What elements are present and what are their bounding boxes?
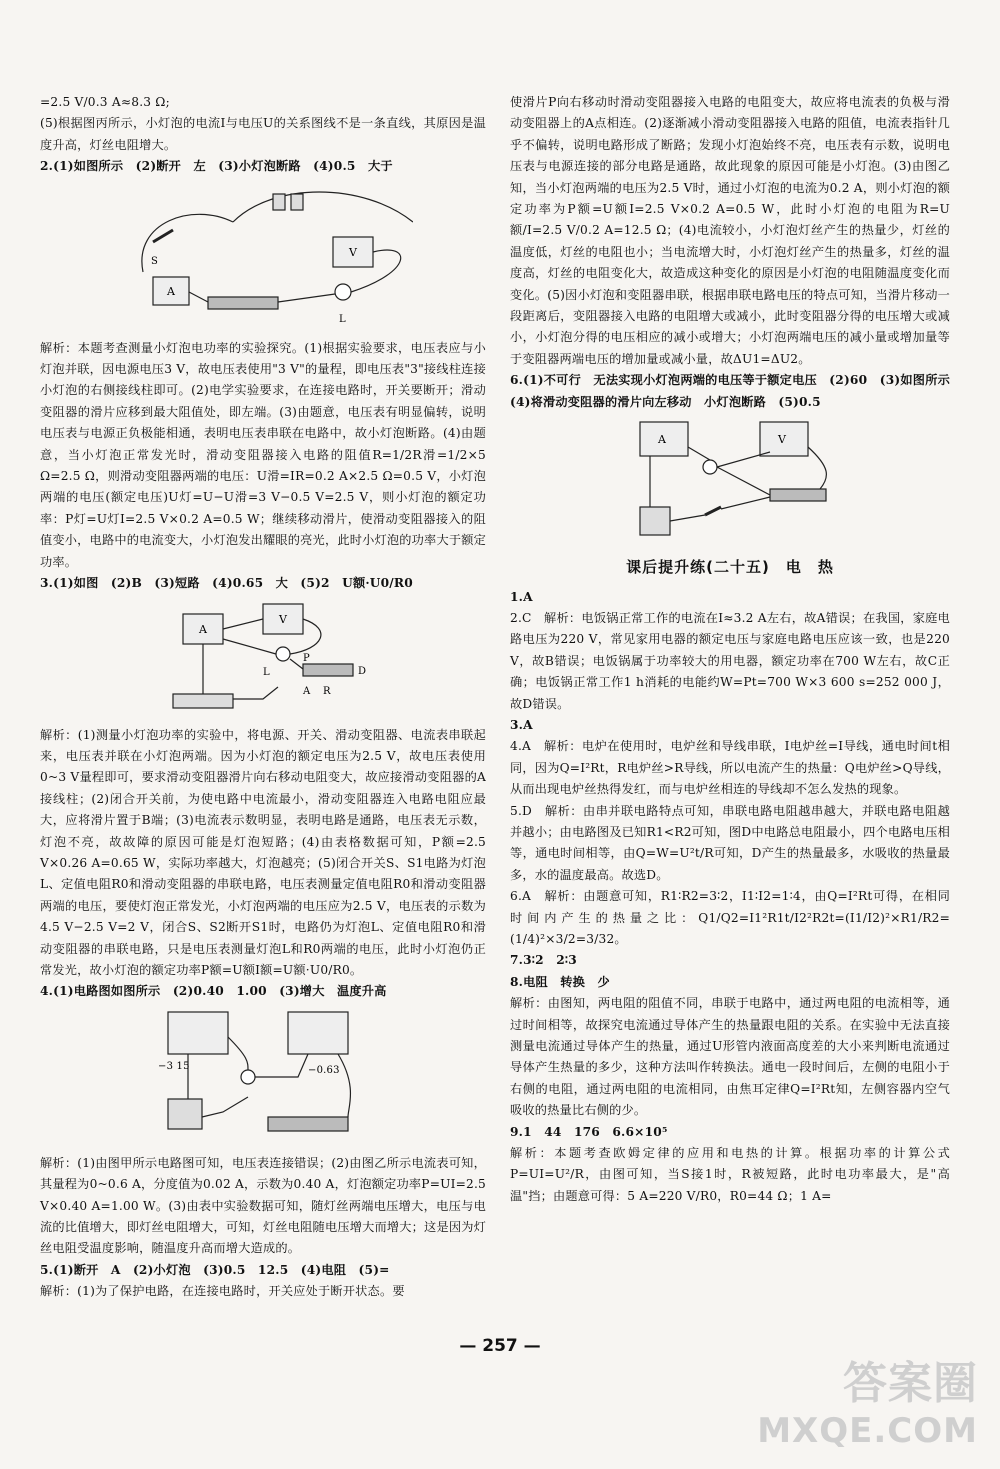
- right-column: [510, 92, 963, 1207]
- svg-text:A: A: [658, 433, 667, 447]
- page-number: — 257 —: [459, 1336, 541, 1356]
- circuit-diagram-fig3: [148, 1007, 378, 1147]
- svg-text:R: R: [323, 685, 331, 697]
- svg-text:V: V: [778, 433, 787, 447]
- svg-text:S: S: [151, 255, 159, 267]
- svg-text:L: L: [263, 666, 270, 678]
- circuit-diagram-fig4: [620, 417, 840, 547]
- answer-line: 7.3∶2 2∶3: [510, 953, 577, 968]
- explanation-paragraph: 解析：本题考查欧姆定律的应用和电热的计算。根据功率的计算公式P=UI=U²/R，由图可知，当S接1时，R被短路，此时电功率最大，是"高温"挡；由题意可得：5 A=220 V/R0，R0=44 Ω；1 A=: [510, 1146, 950, 1203]
- explanation-paragraph: 5.D 解析：由串并联电路特点可知，串联电路电阻越串越大，并联电路电阻越并越小；由电路图及已知R1<R2可知，图D中电路总电阻最小，四个电路电压相等，通电时间相等，由Q=W=U²t/R可知，D产生的热量最多，水吸收的热量最多，水的温度最高。故选D。: [510, 803, 950, 882]
- answer-line: 8.电阻 转换 少: [510, 974, 610, 989]
- watermark-bottom: MXQE.COM: [757, 1411, 978, 1451]
- answer-line: 9.1 44 176 6.6×10⁵: [510, 1124, 668, 1139]
- svg-text:V: V: [349, 245, 358, 259]
- svg-text:P: P: [303, 652, 310, 664]
- answer-line: 5.(1)断开 A (2)小灯泡 (3)0.5 12.5 (4)电阻 (5)=: [40, 1262, 390, 1277]
- watermark-logo: [757, 1347, 978, 1451]
- explanation-paragraph: 4.A 解析：电炉在使用时，电炉丝和导线串联，I电炉丝=I导线，通电时间t相同，因为Q=I²Rt，R电炉丝>R导线，所以电流产生的热量：Q电炉丝>Q导线，从而出现电炉丝热得发红，而与电炉丝相连的导线却不怎么发热的现象。: [510, 739, 950, 797]
- explanation-paragraph: 解析：由图知，两电阻的阻值不同，串联于电路中，通过两电阻的电流相等，通过时间相等，故探究电流通过导体产生的热量跟电阻的关系。在实验中无法直接测量电流通过导体产生的热量，通过U形管内液面高度差的大小来判断电流通过导体产生热量的多少，这种方法叫作转换法。通电一段时间后，左侧的电阻小于右侧的电阻，通过两电阻的电流相同，由焦耳定律Q=I²Rt知，左侧容器内空气吸收的热量比右侧的少。: [510, 996, 950, 1118]
- explanation-paragraph: 解析：(1)测量小灯泡功率的实验中，将电源、开关、滑动变阻器、电流表串联起来，电压表并联在小灯泡两端。因为小灯泡的额定电压为2.5 V，故电压表使用0~3 V量程即可，要求滑动变阻器滑片向右移动电阻变大，故应接滑动变阻器的A接线柱；(2)闭合开关前，为使电路中电流最小，滑动变阻器连入电路电阻应最大，应将滑片置于B端；(3)电流表示数明显，表明电路是通路，电压表无示数，灯泡不亮，故故障的原因可能是灯泡短路；(4)由表格数据可知，P额=2.5 V×0.26 A=0.65 W，实际功率越大，灯泡越亮；(5)闭合开关S、S1电路为灯泡L、定值电阻R0和滑动变阻器的串联电路，电压表测量定值电阻R0和滑动变阻器两端的电压，要使灯泡正常发光，小灯泡两端的电压应为2.5 V，电压表的示数为4.5 V−2.5 V=2 V，闭合S、S2断开S1时，电路仍为灯泡L、定值电阻R0和滑动变阻器的串联电路，只是电压表测量灯泡L和R0两端的电压，此时小灯泡仍正常发光，故小灯泡的额定功率P额=U额I额=U额·U0/R0。: [40, 727, 486, 977]
- section-title: 课后提升练(二十五) 电 热: [626, 558, 834, 577]
- explanation-paragraph: 使滑片P向右移动时滑动变阻器接入电路的电阻变大，故应将电流表的负极与滑动变阻器上的A点相连。(2)逐渐减小滑动变阻器接入电路的阻值，电流表指针几乎不偏转，说明电路形成了断路；发现小灯泡始终不亮，电压表有示数，说明电压表与电源连接的部分电路是通路，故此现象的原因可能是小灯泡。(3)由图乙知，当小灯泡两端的电压为2.5 V时，通过小灯泡的电流为0.2 A，则小灯泡的额定功率为P额=U额I=2.5 V×0.2 A=0.5 W，此时小灯泡的电阻为R=U额/I=2.5 V/0.2 A=12.5 Ω；(4)电流较小，小灯泡灯丝产生的热量少，灯丝的温度低，灯丝的电阻也小；当电流增大时，小灯泡灯丝产生的热量多，灯丝的温度高，灯丝的电阻变化大，故造成这种变化的原因是小灯泡的电阻随温度变化而变化。(5)因小灯泡和变阻器串联，根据串联电路电压的特点可知，当滑片移动一段距离后，变阻器接入电路的电阻增大或减小，此时变阻器分得的电压增大或减小，小灯泡分得的电压相应的减小或增大；小灯泡两端电压的减小量或增加量等于变阻器两端电压的增加量或减小量，故ΔU1=ΔU2。: [510, 95, 950, 366]
- answer-line: 2.(1)如图所示 (2)断开 左 (3)小灯泡断路 (4)0.5 大于: [40, 159, 393, 174]
- answer-line: 6.(1)不可行 无法实现小灯泡两端的电压等于额定电压 (2)60 (3)如图所示 (4)将滑动变阻器的滑片向左移动 小灯泡断路 (5)0.5: [510, 373, 963, 409]
- svg-text:A: A: [167, 284, 176, 298]
- explanation-paragraph: =2.5 V/0.3 A≈8.3 Ω;: [40, 95, 170, 109]
- explanation-paragraph: (5)根据图丙所示，小灯泡的电流I与电压U的关系图线不是一条直线，其原因是温度升高，灯丝电阻增大。: [40, 116, 486, 152]
- svg-text:A: A: [199, 622, 208, 636]
- watermark-top: 答案圈: [843, 1358, 978, 1409]
- svg-text:A: A: [303, 685, 311, 697]
- explanation-paragraph: 6.A 解析：由题意可知，R1∶R2=3∶2，I1∶I2=1∶4，由Q=I²Rt可得，在相同时间内产生的热量之比：Q1/Q2=I1²R1t/I2²R2t=(I1/I2)²×R1/R2=(1/4)²×3/2=3/32。: [510, 889, 950, 946]
- explanation-paragraph: 解析：本题考查测量小灯泡电功率的实验探究。(1)根据实验要求，电压表应与小灯泡并联，因电源电压3 V，故电压表使用"3 V"的量程，即电压表"3"接线柱连接小灯泡的右侧接线柱即可。(2)电学实验要求，在连接电路时，开关要断开；滑动变阻器的滑片应移到最大阻值处，即左端。(3)由题意，电压表有明显偏转，说明电压表与电源正负极能相通，表明电压表串联在电路中，故小灯泡断路。(4)由题意，当小灯泡正常发光时，滑动变阻器接入电路的阻值R=1/2R滑=1/2×5 Ω=2.5 Ω，则滑动变阻器两端的电压：U滑=IR=0.2 A×2.5 Ω=0.5 V，小灯泡两端的电压(额定电压)U灯=U−U滑=3 V−0.5 V=2.5 V，则小灯泡的额定功率：P灯=U灯I=2.5 V×0.2 A=0.5 W；继续移动滑片，使滑动变阻器接入的阻值变小，电路中的电流变大，小灯泡发出耀眼的亮光，此时小灯泡的功率大于额定功率。: [40, 340, 486, 569]
- answer-line: 3.(1)如图 (2)B (3)短路 (4)0.65 大 (5)2 U额·U0/R0: [40, 576, 413, 591]
- answer-line: 3.A: [510, 717, 533, 732]
- answer-line: 1.A: [510, 589, 533, 604]
- svg-text:−3 15: −3 15: [158, 1060, 190, 1072]
- svg-text:L: L: [339, 313, 346, 325]
- svg-text:D: D: [358, 665, 367, 677]
- circuit-diagram-fig1: [113, 182, 413, 332]
- answer-line: 4.(1)电路图如图所示 (2)0.40 1.00 (3)增大 温度升高: [40, 984, 387, 999]
- explanation-paragraph: 2.C 解析：电饭锅正常工作的电流在I≈3.2 A左右，故A错误；在我国，家庭电路电压为220 V，常见家用电器的额定电压与家庭电路电压应该一致，也是220 V，故B错误；电饭锅属于功率较大的用电器，额定功率在700 W左右，故C正确；电饭锅正常工作1 h消耗的电能约W=Pt=700 W×3 600 s=252 000 J，故D错误。: [510, 610, 950, 711]
- svg-text:V: V: [279, 612, 288, 626]
- explanation-paragraph: 解析：(1)为了保护电路，在连接电路时，开关应处于断开状态。要: [40, 1284, 405, 1299]
- circuit-diagram-fig2: [153, 599, 373, 719]
- explanation-paragraph: 解析：(1)由图甲所示电路图可知，电压表连接错误；(2)由图乙所示电流表可知，其量程为0~0.6 A，分度值为0.02 A，示数为0.40 A，灯泡额定功率P=UI=2.5 V×0.40 A=1.00 W。(3)由表中实验数据可知，随灯丝两端电压增大，电压与电流的比值增大，即灯丝电阻增大，可知，灯丝电阻随电压增大而增大；这是因为灯丝电阻受温度影响，随温度升高而增大造成的。: [40, 1155, 486, 1256]
- svg-text:−0.63: −0.63: [308, 1064, 340, 1076]
- left-column: [40, 92, 486, 1303]
